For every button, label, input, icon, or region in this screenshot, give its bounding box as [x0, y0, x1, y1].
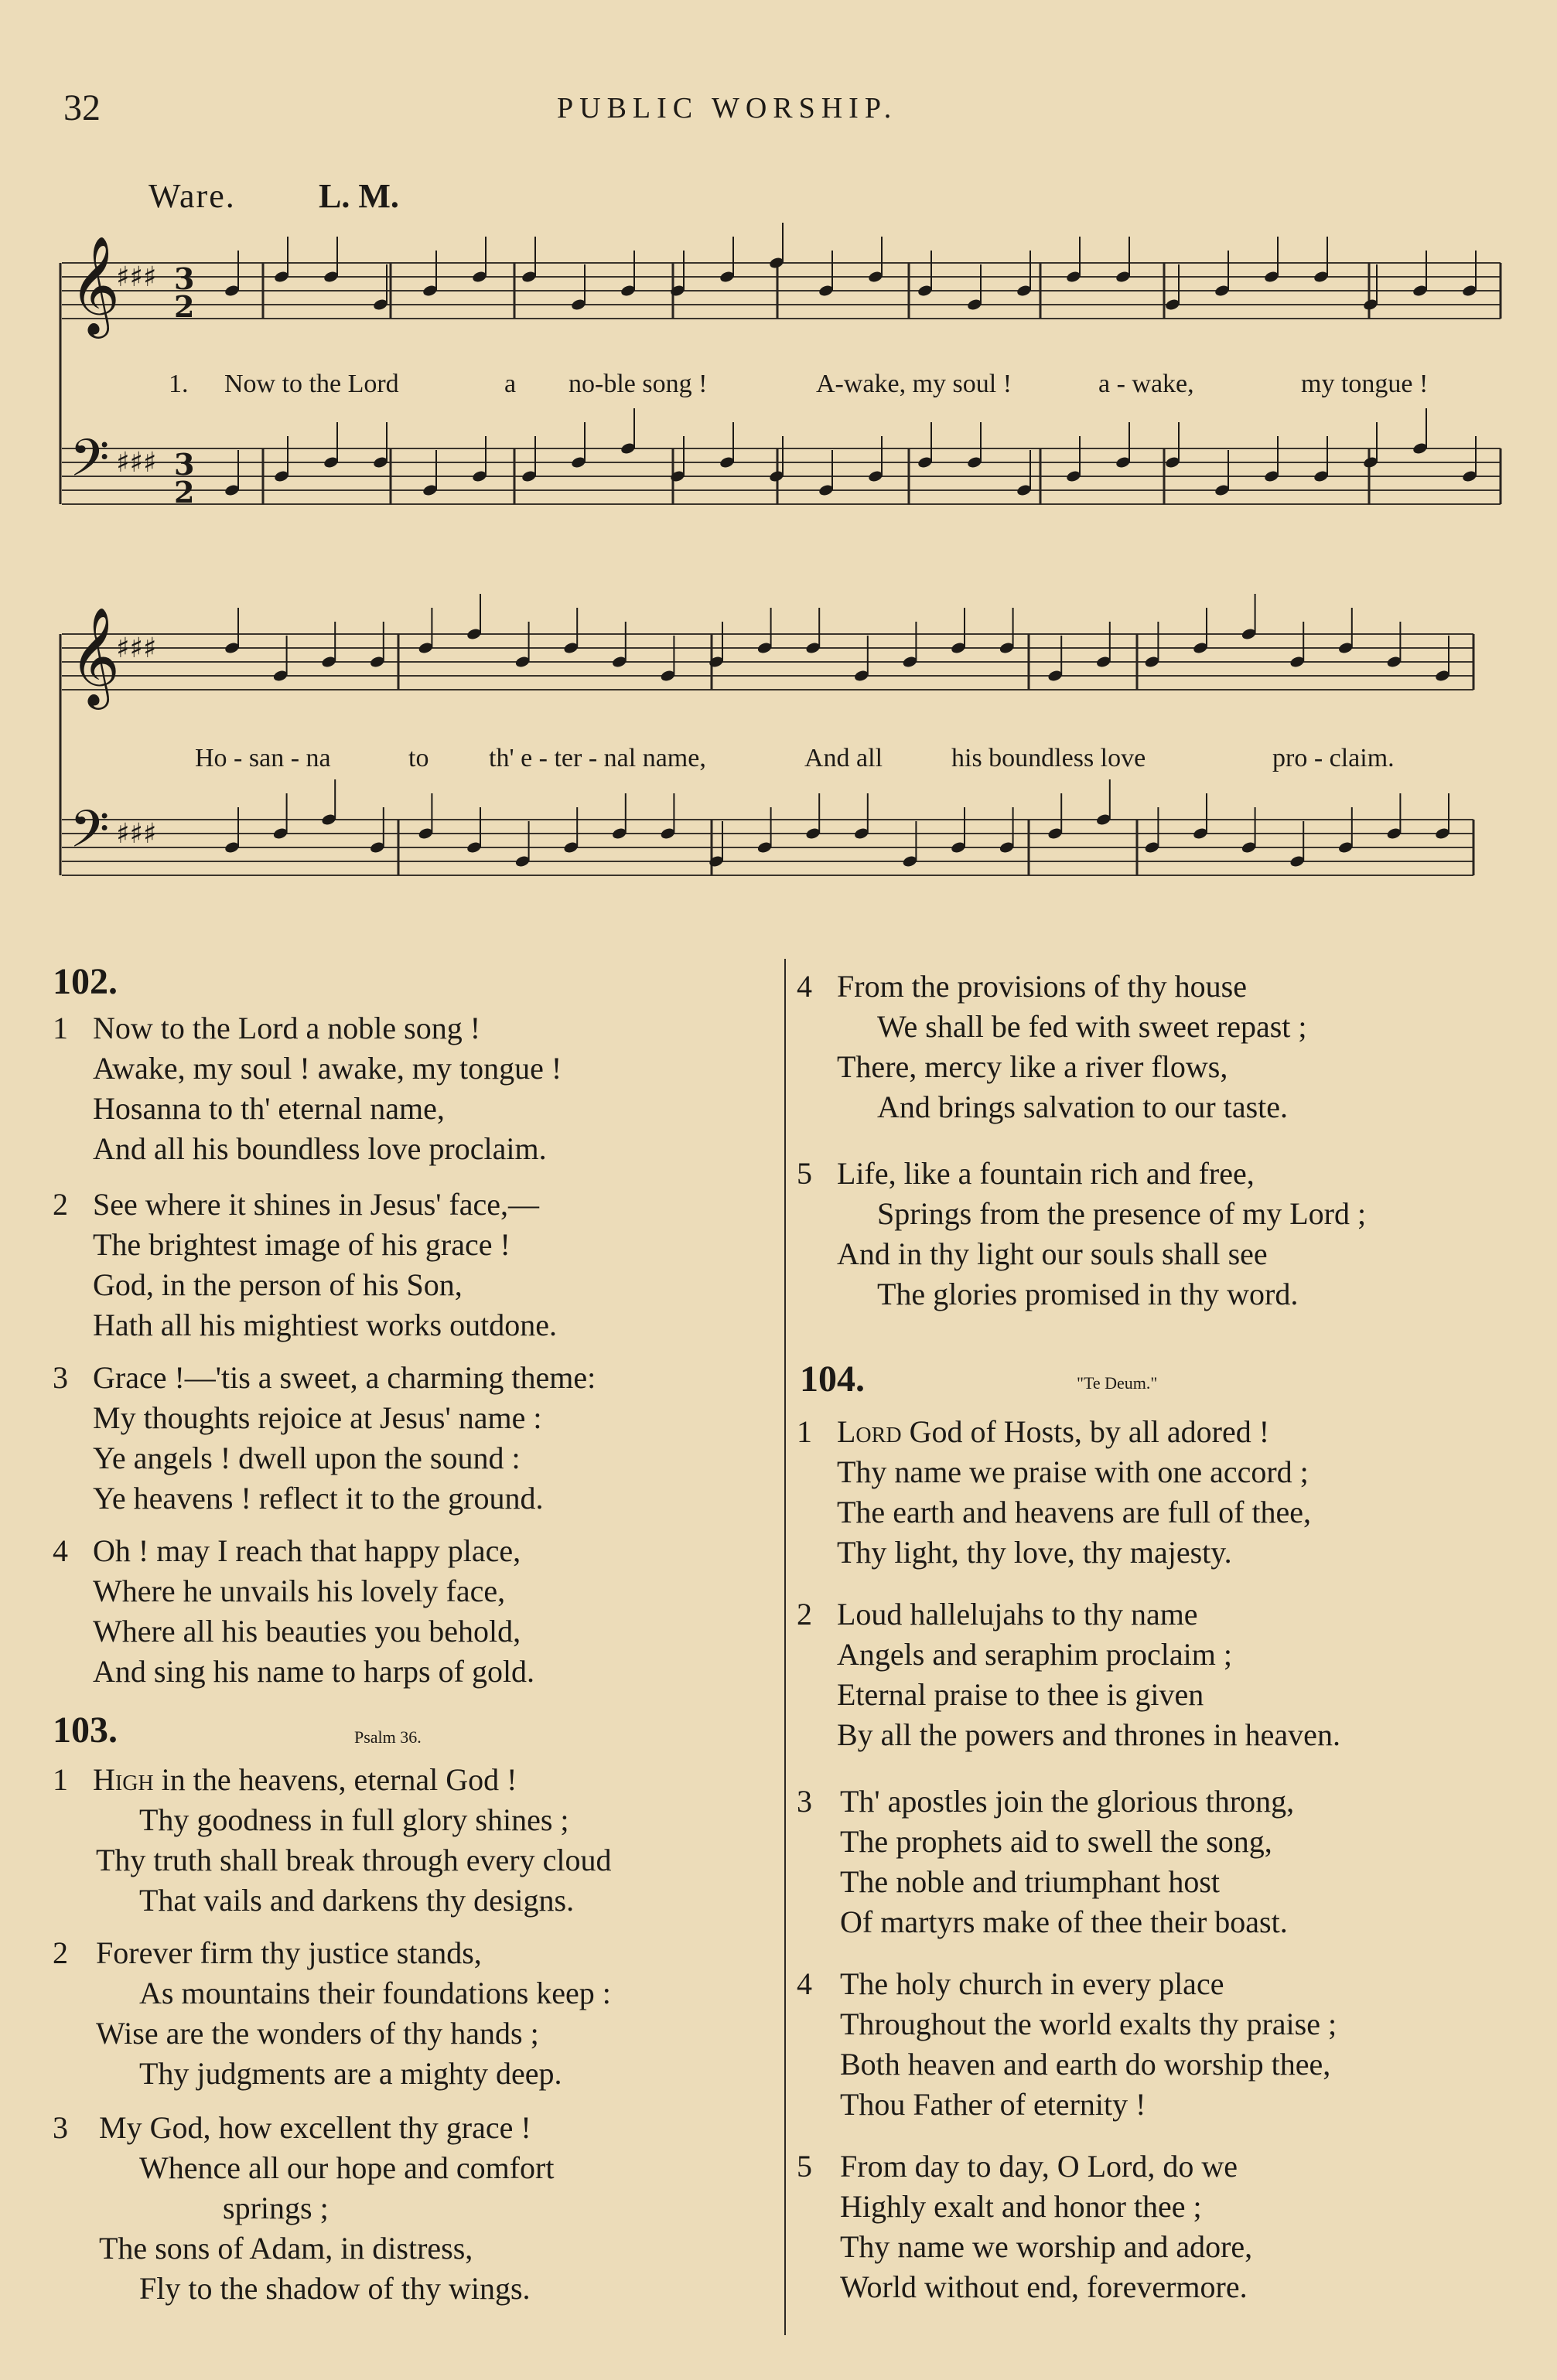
page-number: 32 — [63, 87, 101, 128]
running-title: PUBLIC WORSHIP. — [557, 92, 898, 124]
verse-line: Life, like a fountain rich and free, — [837, 1156, 1255, 1191]
verse-line — [837, 1413, 1269, 1450]
verse-line: Whence all our hope and comfort — [139, 2150, 555, 2185]
verse-number: 5 — [797, 1156, 812, 1191]
verse-line: Thy truth shall break through every cloud — [96, 1843, 612, 1877]
verse-line: Thou Father of eternity ! — [840, 2087, 1146, 2122]
verse-line: Forever firm thy justice stands, — [96, 1935, 482, 1970]
verse-line: Oh ! may I reach that happy place, — [93, 1533, 521, 1568]
lyric-syllable: And all — [804, 744, 883, 772]
tune-name: Ware. — [149, 177, 236, 215]
verse-line: By all the powers and thrones in heaven. — [837, 1717, 1340, 1752]
verse-line-rest: God of Hosts, by all adored ! — [901, 1414, 1270, 1449]
verse-line: Both heaven and earth do worship thee, — [840, 2047, 1331, 2082]
lyric-syllable: a — [504, 370, 517, 398]
lyric-syllable: pro - claim. — [1272, 744, 1395, 772]
verse-line: Thy name we worship and adore, — [840, 2229, 1253, 2264]
time-signature: 3 — [174, 447, 195, 482]
verse-line: The earth and heavens are full of thee, — [837, 1495, 1312, 1529]
verse-line: My God, how excellent thy grace ! — [99, 2110, 531, 2145]
verse-line: The glories promised in thy word. — [877, 1277, 1299, 1311]
verse-line: Thy judgments are a mighty deep. — [139, 2056, 562, 2091]
barlines — [60, 263, 1501, 875]
verse-number: 2 — [797, 1597, 812, 1632]
verse-line: From day to day, O Lord, do we — [840, 2149, 1238, 2184]
lyric-syllable: my tongue ! — [1301, 370, 1429, 398]
verse-line: Th' apostles join the glorious throng, — [840, 1784, 1295, 1819]
time-signature: 2 — [174, 289, 195, 324]
verse-line: The prophets aid to swell the song, — [840, 1824, 1272, 1859]
hymn-number: 102. — [53, 961, 118, 1002]
tune-meter: L. M. — [319, 177, 399, 215]
verse-line: Thy name we praise with one accord ; — [837, 1454, 1309, 1489]
verse-first-word: Lord — [837, 1414, 902, 1449]
verse-line: Where all his beauties you behold, — [93, 1614, 521, 1649]
verse-number: 2 — [53, 1187, 68, 1222]
lyric-syllable: his boundless love — [951, 744, 1146, 772]
verse-line: And brings salvation to our taste. — [877, 1089, 1289, 1124]
time-signature: 3 — [174, 261, 195, 296]
verse-number: 3 — [53, 1360, 68, 1395]
hymn-number: 104. — [800, 1359, 865, 1400]
verse-line: And in thy light our souls shall see — [837, 1236, 1268, 1271]
verse-line: Angels and seraphim proclaim ; — [837, 1637, 1232, 1672]
verse-line: As mountains their foundations keep : — [139, 1976, 611, 2010]
clefs — [70, 235, 194, 871]
verse-number: 5 — [797, 2149, 812, 2184]
verse-line: Now to the Lord a noble song ! — [93, 1011, 481, 1045]
verse-line: Hath all his mightiest works outdone. — [93, 1308, 557, 1342]
verse-line: Thy goodness in full glory shines ; — [139, 1802, 569, 1837]
verse-number: 1 — [53, 1011, 68, 1045]
verse-line: My thoughts rejoice at Jesus' name : — [93, 1400, 542, 1435]
hymn-source-note: "Te Deum." — [1077, 1373, 1158, 1393]
verse-line: From the provisions of thy house — [837, 969, 1247, 1004]
verse-number: 1 — [53, 1762, 68, 1797]
verse-number: 3 — [797, 1784, 812, 1819]
verse-line: And all his boundless love proclaim. — [93, 1131, 547, 1166]
verse-line: Ye angels ! dwell upon the sound : — [93, 1441, 521, 1475]
verse-number: 4 — [797, 969, 812, 1004]
verse-line: Loud hallelujahs to thy name — [837, 1597, 1198, 1632]
verse-number: 4 — [797, 1966, 812, 2001]
verse-line: Awake, my soul ! awake, my tongue ! — [93, 1051, 562, 1086]
key-signature: ♯♯♯ — [116, 261, 157, 293]
treble-clef: 𝄞 — [70, 235, 121, 334]
verse-line: Highly exalt and honor thee ; — [840, 2189, 1202, 2224]
verse-first-word: High — [93, 1762, 154, 1797]
key-signature: ♯♯♯ — [116, 818, 157, 850]
hymn-number: 103. — [53, 1710, 118, 1751]
time-signature: 2 — [174, 475, 195, 510]
verse-number: 3 — [53, 2110, 68, 2145]
verse-line: Throughout the world exalts thy praise ; — [840, 2007, 1337, 2041]
staff-lines — [62, 263, 1501, 875]
key-signature: ♯♯♯ — [116, 447, 157, 479]
lyric-syllable: no-ble song ! — [569, 370, 708, 398]
verse-line: Wise are the wonders of thy hands ; — [96, 2016, 539, 2051]
verse-line — [93, 1761, 517, 1798]
verse-line: See where it shines in Jesus' face,— — [93, 1187, 540, 1222]
bass-clef: 𝄢 — [70, 428, 110, 500]
verse-line: Springs from the presence of my Lord ; — [877, 1196, 1367, 1231]
lyric-syllable: to — [408, 744, 429, 772]
music-score — [0, 0, 1557, 959]
verse-number: 2 — [53, 1935, 68, 1970]
verse-number: 4 — [53, 1533, 68, 1568]
verse-line: Where he unvails his lovely face, — [93, 1574, 506, 1608]
verse-line: The noble and triumphant host — [840, 1864, 1221, 1899]
verse-line: The brightest image of his grace ! — [93, 1227, 510, 1262]
verse-number: 1 — [797, 1414, 812, 1449]
lyric-syllable: a - wake, — [1098, 370, 1194, 398]
hymn-source-note: Psalm 36. — [354, 1727, 422, 1747]
verse-line: God, in the person of his Son, — [93, 1267, 463, 1302]
lyric-syllable: Ho - san - na — [195, 744, 331, 772]
lyric-syllable: Now to the Lord — [224, 370, 399, 398]
lyric-syllable: th' e - ter - nal name, — [489, 744, 706, 772]
column-divider — [784, 959, 786, 2335]
verse-line: Grace !—'tis a sweet, a charming theme: — [93, 1360, 596, 1395]
verse-line: The sons of Adam, in distress, — [99, 2231, 473, 2266]
key-signature: ♯♯♯ — [116, 633, 157, 664]
verse-line: Eternal praise to thee is given — [837, 1677, 1204, 1712]
verse-line: There, mercy like a river flows, — [837, 1049, 1228, 1084]
treble-clef: 𝄞 — [70, 606, 121, 705]
verse-line: We shall be fed with sweet repast ; — [877, 1009, 1307, 1044]
verse-line: And sing his name to harps of gold. — [93, 1654, 535, 1689]
verse-line: Of martyrs make of thee their boast. — [840, 1904, 1288, 1939]
verse-line: World without end, forevermore. — [840, 2269, 1248, 2304]
verse-line: Ye heavens ! reflect it to the ground. — [93, 1481, 544, 1516]
verse-line: The holy church in every place — [840, 1966, 1224, 2001]
verse-line: That vails and darkens thy designs. — [139, 1883, 575, 1918]
verse-line: Fly to the shadow of thy wings. — [139, 2271, 531, 2306]
bass-clef: 𝄢 — [70, 800, 110, 871]
lyric-syllable: A-wake, my soul ! — [816, 370, 1012, 398]
verse-line: Hosanna to th' eternal name, — [93, 1091, 445, 1126]
lyric-verse-number: 1. — [169, 370, 189, 398]
verse-line: springs ; — [223, 2191, 329, 2225]
verse-line-rest: in the heavens, eternal God ! — [153, 1762, 517, 1797]
verse-line: Thy light, thy love, thy majesty. — [837, 1535, 1232, 1570]
